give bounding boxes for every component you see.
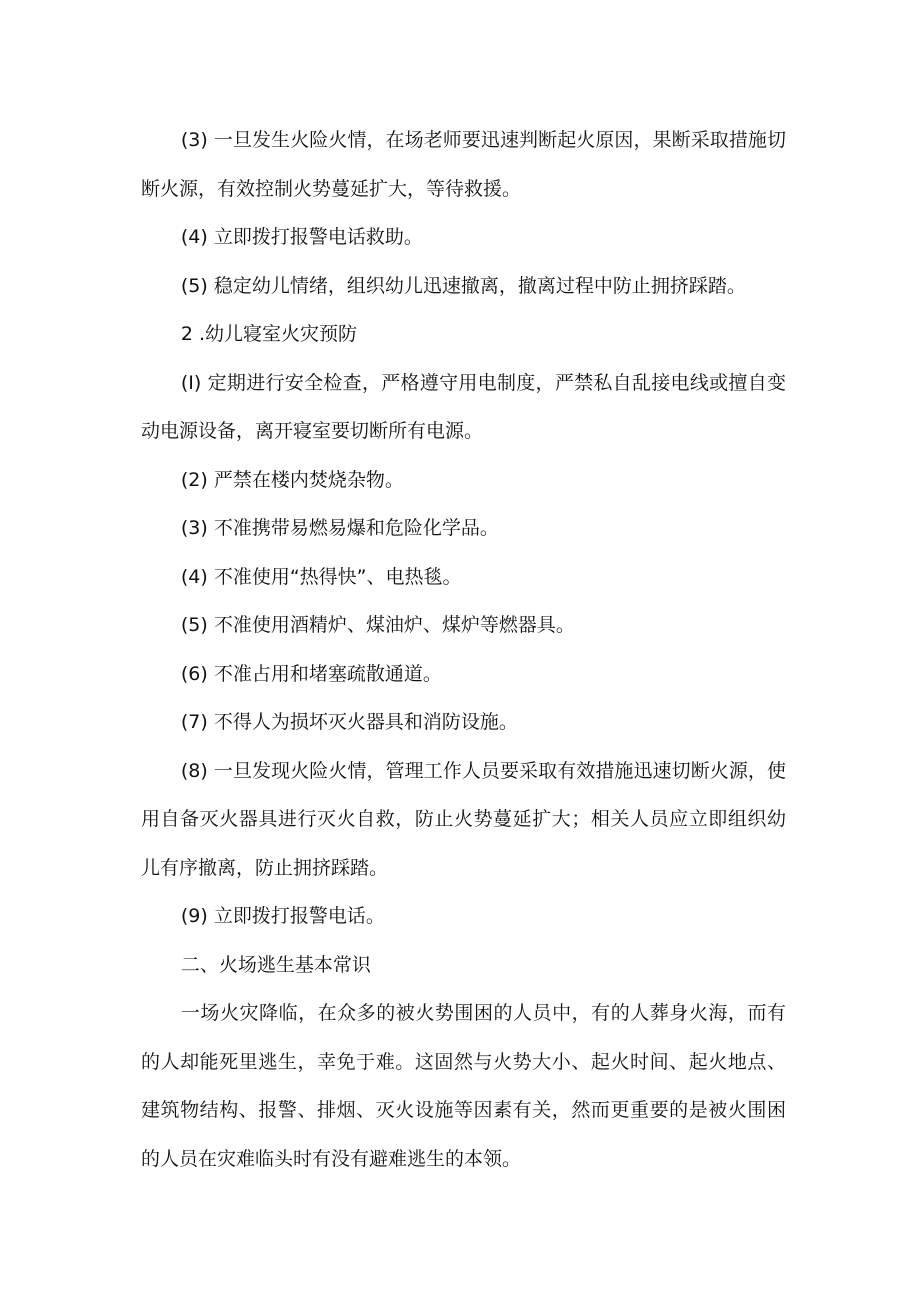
paragraph-no-flammables: (3) 不准携带易燃易爆和危险化学品。 xyxy=(180,517,499,539)
paragraph-protect-equipment: (7) 不得人为损坏灭火器具和消防设施。 xyxy=(180,711,518,733)
section-heading-dormitory: 2 .幼儿寝室火灾预防 xyxy=(180,323,358,345)
paragraph-call-alarm: (4) 立即拨打报警电话救助。 xyxy=(180,226,423,248)
paragraph-fire-response: (3) 一旦发生火险火情，在场老师要迅速判断起火原因，果断采取措施切断火源，有效控制火势蔓延扩大，等待救援。 xyxy=(141,129,786,200)
section-heading-escape: 二、火场逃生基本常识 xyxy=(180,953,371,976)
paragraph-call-police: (9) 立即拨打报警电话。 xyxy=(180,905,385,927)
paragraph-clear-passages: (6) 不准占用和堵塞疏散通道。 xyxy=(180,662,442,685)
paragraph-no-burning: (2) 严禁在楼内焚烧杂物。 xyxy=(180,468,404,491)
paragraph-safety-check: (I) 定期进行安全检查，严格遵守用电制度，严禁私自乱接电线或擅自变动电源设备，离开寝室要切断所有电源。 xyxy=(141,371,786,442)
paragraph-escape-intro: 一场火灾降临，在众多的被火势围困的人员中，有的人葬身火海，而有的人却能死里逃生，幸免于难。这固然与火势大小、起火时间、起火地点、建筑物结构、报警、排烟、灭火设施等因素有关，然而更重要的是被火围困的人员在灾难临头时有没有避难逃生的本领。 xyxy=(141,1002,786,1170)
paragraph-evacuate: (5) 稳定幼儿情绪，组织幼儿迅速撤离，撤离过程中防止拥挤踩踏。 xyxy=(180,274,746,297)
paragraph-no-heaters: (4) 不准使用“热得快”、电热毯。 xyxy=(180,565,462,588)
paragraph-fire-found: (8) 一旦发现火险火情，管理工作人员要采取有效措施迅速切断火源，使用自备灭火器具进行灭火自救，防止火势蔓延扩大；相关人员应立即组织幼儿有序撤离，防止拥挤踩踏。 xyxy=(141,759,786,879)
paragraph-no-stoves: (5) 不准使用酒精炉、煤油炉、煤炉等燃器具。 xyxy=(180,614,575,636)
